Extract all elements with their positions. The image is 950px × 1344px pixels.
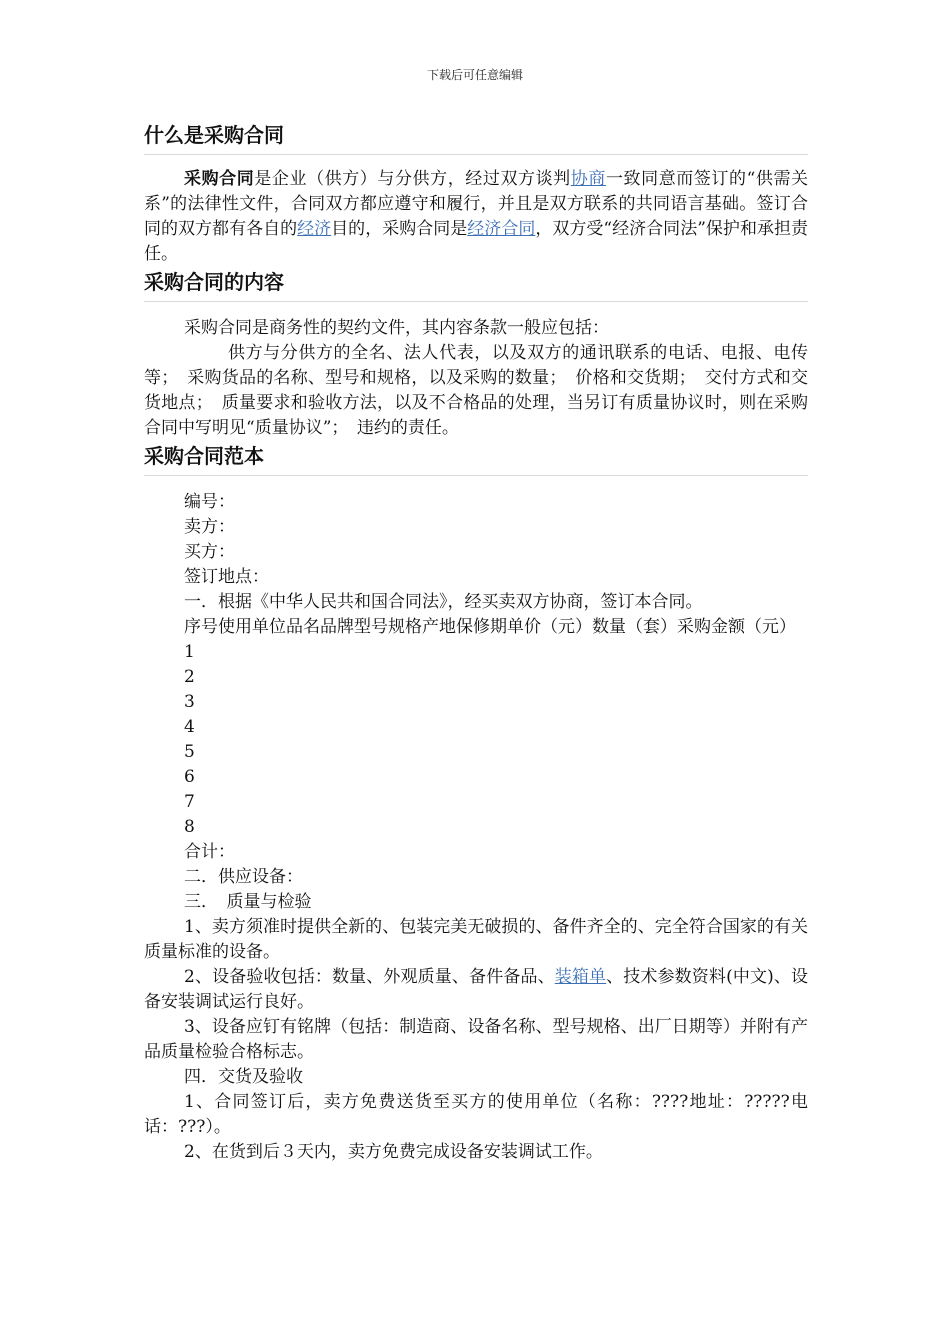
section-title-contents: 采购合同的内容: [144, 267, 808, 302]
template-line: 6: [184, 767, 195, 787]
inspection-item-2: [144, 965, 808, 1015]
definition-text-1: 是企业（供方）与分供方，经过双方谈判: [254, 169, 571, 189]
template-line: 1: [184, 642, 195, 662]
template-line: 三． 质量与检验: [184, 892, 312, 912]
template-line: 3、设备应钉有铭牌（包括：制造商、设备名称、型号规格、出厂日期等）并附有产品质量检验合格标志。: [144, 1017, 808, 1062]
template-line: 5: [184, 742, 195, 762]
template-line: 4: [184, 717, 195, 737]
definition-text-4: ，双方受“经济合同法”保护和承担责任。: [144, 219, 808, 264]
definition-text-3: 目的，采购合同是: [331, 219, 468, 239]
template-line: 一．根据《中华人民共和国合同法》，经买卖双方协商，签订本合同。: [184, 592, 703, 612]
template-line: 1、合同签订后，卖方免费送货至买方的使用单位（名称：????地址：?????电话：???）。: [144, 1092, 808, 1137]
contents-intro: 采购合同是商务性的契约文件，其内容条款一般应包括：: [184, 318, 609, 338]
template-line: 买方：: [184, 542, 235, 562]
link-negotiation[interactable]: 协商: [570, 169, 606, 189]
link-economy[interactable]: 经济: [297, 219, 332, 239]
template-line: 二．供应设备：: [184, 867, 303, 887]
definition-paragraph: [144, 167, 808, 267]
definition-lead: 采购合同: [184, 169, 255, 189]
template-line: 签订地点：: [184, 567, 269, 587]
template-line: 2: [184, 667, 195, 687]
section-title-what-is: 什么是采购合同: [144, 120, 808, 155]
link-packing-list[interactable]: 装箱单: [554, 967, 607, 987]
document-body: [144, 120, 808, 1165]
template-line: 3: [184, 692, 195, 712]
template-line: 四．交货及验收: [184, 1067, 303, 1087]
template-line: 7: [184, 792, 195, 812]
template-line: 2、在货到后３天内，卖方免费完成设备安装调试工作。: [184, 1142, 603, 1162]
contents-clauses: 供方与分供方的全名、法人代表，以及双方的通讯联系的电话、电报、电传等； 采购货品的名称、型号和规格，以及采购的数量； 价格和交货期； 交付方式和交货地点； 质量要求和验收方法，以及不合格品的处理，当另订有质量协议时，则在采购合同中写明见“质量协议”； 违约的责任。: [144, 343, 808, 438]
template-lines: [144, 490, 808, 1165]
definition-text-2: 一致同意而签订的“供需关系”的法律性文件，合同双方都应遵守和履行，并且是双方联系的共同语言基础。签订合同的双方都有各自的: [144, 169, 809, 239]
inspection-item-2-text-a: 2、设备验收包括：数量、外观质量、备件备品、: [184, 967, 555, 987]
template-line: 编号：: [184, 492, 235, 512]
page-header-note: 下载后可任意编辑: [426, 68, 523, 82]
inspection-item-2-text-b: 、技术参数资料(中文)、设备安装调试运行良好。: [144, 967, 808, 1012]
template-line: 卖方：: [184, 517, 235, 537]
template-line: 序号使用单位品名品牌型号规格产地保修期单价（元）数量（套）采购金额（元）: [184, 617, 796, 637]
link-economic-contract[interactable]: 经济合同: [467, 219, 536, 239]
template-line: 合计：: [184, 842, 235, 862]
section-title-template: 采购合同范本: [144, 441, 808, 476]
template-line: 1、卖方须准时提供全新的、包装完美无破损的、备件齐全的、完全符合国家的有关质量标准的设备。: [144, 917, 808, 962]
template-line: 8: [184, 817, 195, 837]
